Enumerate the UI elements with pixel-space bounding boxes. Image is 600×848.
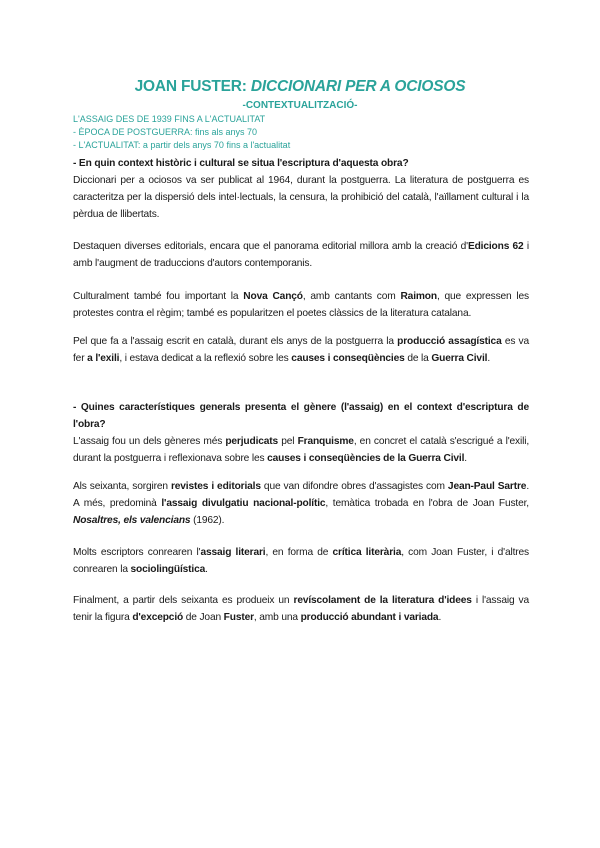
emphasis: producció abundant i variada (300, 612, 439, 623)
emphasis: causes i conseqüències de la Guerra Civil (267, 453, 465, 464)
document-title (0, 77, 600, 97)
emphasis: assaig literari (200, 547, 266, 558)
question-1: - En quin context històric i cultural se situa l'escriptura d'aquesta obra? (73, 158, 409, 169)
emphasis: Fuster (223, 612, 254, 623)
emphasis: revíscolament de la literatura d'idees (293, 595, 472, 606)
title-author: JOAN FUSTER: (134, 78, 251, 95)
emphasis: perjudicats (225, 436, 279, 447)
emphasis: Guerra Civil (431, 353, 488, 364)
emphasis: revistes i editorials (170, 481, 261, 492)
emphasis: Edicions 62 (467, 241, 524, 252)
emphasis: l'assaig divulgatiu nacional-polític (161, 498, 326, 509)
paragraph-7: Molts escriptors conrearen l'assaig literari, en forma de crítica literària, com Joan Fuster, i d'altres conrearen la sociolingüística. (73, 547, 529, 575)
paragraph-2: Destaquen diverses editorials, encara que el panorama editorial millora amb la creació d'Edicions 62 i amb l'augment de traduccions d'autors contemporanis. (73, 241, 529, 269)
outline-item: - L'ACTUALITAT: a partir dels anys 70 fins a l'actualitat (73, 140, 291, 150)
emphasis: d'excepció (132, 612, 184, 623)
outline-item: - ÈPOCA DE POSTGUERRA: fins als anys 70 (73, 127, 258, 137)
emphasis: producció assagística (397, 336, 502, 347)
outline-item: L'ASSAIG DES DE 1939 FINS A L'ACTUALITAT (73, 114, 266, 124)
emphasis: a l'exili (87, 353, 120, 364)
emphasis: crítica literària (332, 547, 402, 558)
section-1 (73, 155, 529, 223)
paragraph-1: Diccionari per a ociosos va ser publicat al 1964, durant la postguerra. La literatura de postguerra es caracteritza per la dispersió dels intel·lectuals, la censura, la prohibició del català, l'aïllament cultural i la pèrdua de llibertats. (73, 175, 529, 220)
emphasis: Franquisme (297, 436, 354, 447)
emphasis: causes i conseqüències (291, 353, 405, 364)
question-2: - Quines característiques generals presenta el gènere (l'assaig) en el context d'escriptura de l'obra? (73, 402, 529, 430)
paragraph-6: Als seixanta, sorgiren revistes i editorials que van difondre obres d'assagistes com Jean-Paul Sartre. A més, predominà l'assaig divulgatiu nacional-polític, temàtica trobada en l'obra de Joan Fuster, Nosaltres, els valencians (1962). (73, 481, 529, 526)
emphasis: Nova Cançó (243, 291, 303, 302)
section-2 (73, 399, 529, 467)
paragraph-5: L'assaig fou un dels gèneres més perjudicats pel Franquisme, en concret el català s'escrigué a l'exili, durant la postguerra i reflexionava sobre les causes i conseqüències de la Guerra Civil. (73, 436, 530, 464)
outline-list (73, 113, 533, 152)
paragraph-8: Finalment, a partir dels seixanta es produeix un revíscolament de la literatura d'idees i l'assaig va tenir la figura d'excepció de Joan Fuster, amb una producció abundant i variada. (73, 595, 529, 623)
title-work: DICCIONARI PER A OCIOSOS (250, 78, 466, 95)
paragraph-3: Culturalment també fou important la Nova Cançó, amb cantants com Raimon, que expressen les protestes contra el règim; també es popularitzen el poetes clàssics de la literatura catalana. (73, 291, 529, 319)
emphasis: Raimon (400, 291, 437, 302)
emphasis: Nosaltres, els valencians (73, 515, 191, 526)
paragraph-4: Pel que fa a l'assaig escrit en català, durant els anys de la postguerra la producció assagística es va fer a l'exili, i estava dedicat a la reflexió sobre les causes i conseqüències de la Guerra Civil. (73, 336, 530, 364)
document-subtitle: -CONTEXTUALITZACIÓ- (242, 100, 358, 111)
emphasis: Jean-Paul Sartre (447, 481, 527, 492)
emphasis: sociolingüística (130, 564, 206, 575)
